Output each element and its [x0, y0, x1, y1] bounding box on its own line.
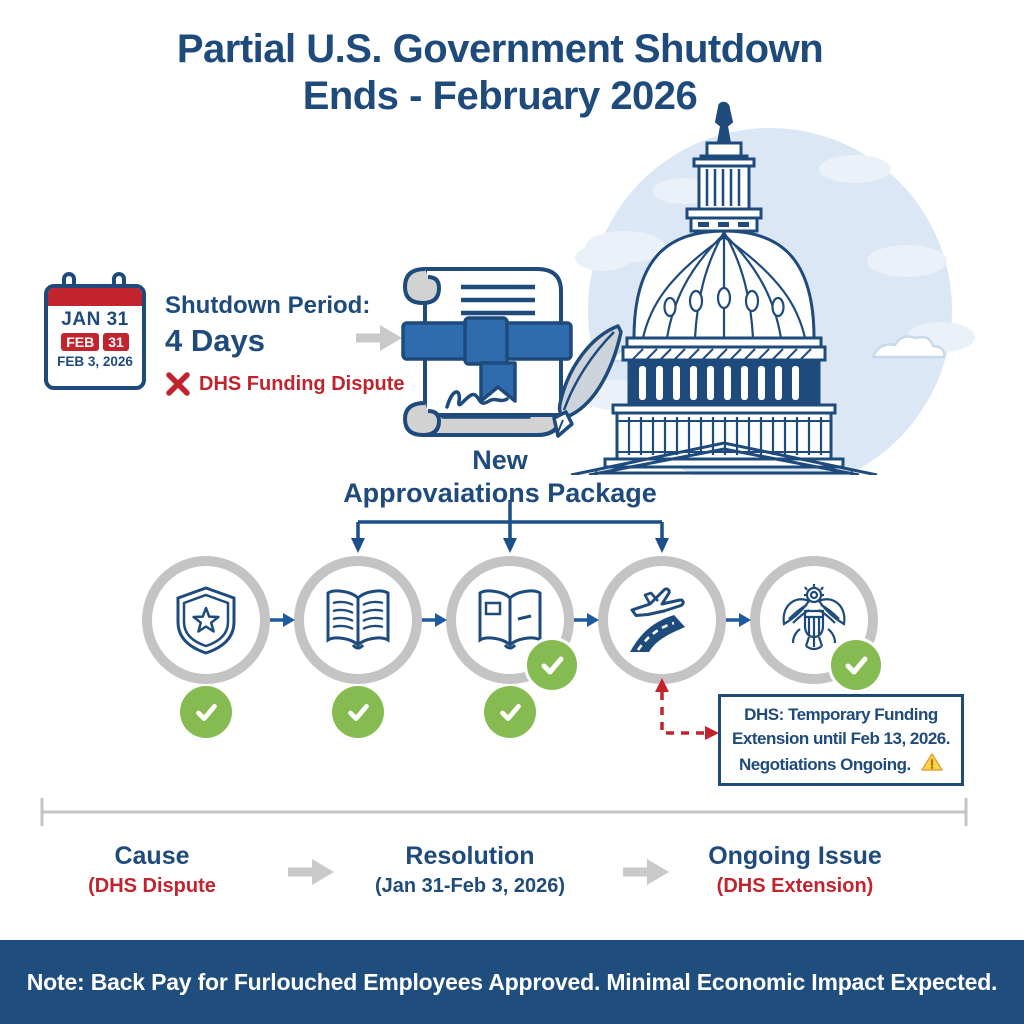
green-check-icon [332, 686, 384, 738]
timeline-step-label: Cause [114, 842, 190, 870]
calendar-header [48, 288, 142, 306]
agency-circle-defense [142, 556, 270, 684]
green-check-icon [828, 637, 884, 693]
blue-arrow-icon [572, 611, 600, 629]
agency-circle-transportation [598, 556, 726, 684]
timeline-step-resolution [350, 842, 590, 898]
package-label [250, 444, 750, 510]
dispute-row [165, 371, 425, 397]
dispute-label: DHS Funding Dispute [199, 372, 405, 395]
quill-pen-icon [540, 322, 628, 446]
calendar-badges [48, 333, 142, 351]
shutdown-period-label: Shutdown Period: [165, 292, 371, 319]
timeline-step-sublabel: (Jan 31-Feb 3, 2026) [374, 875, 566, 897]
calendar-end-date: FEB 3, 2026 [57, 354, 133, 369]
callout-line-1: DHS: Temporary Funding [744, 705, 938, 725]
timeline-axis [36, 796, 972, 830]
red-dashed-arrow-icon [645, 672, 725, 744]
blue-arrow-icon [724, 611, 752, 629]
title-line-1: Partial U.S. Government Shutdown [176, 27, 824, 71]
timeline-step-sublabel: (DHS Extension) [716, 875, 874, 897]
footer-banner [0, 940, 1024, 1024]
callout-line-3: Negotiations Ongoing. [721, 752, 961, 777]
green-check-icon [484, 686, 536, 738]
warning-triangle-icon [921, 752, 943, 772]
package-line-2: Approvaiations Package [343, 477, 657, 508]
shutdown-duration: 4 Days [165, 323, 265, 358]
timeline-step-sublabel: (DHS Dispute [88, 875, 216, 897]
calendar-icon [44, 272, 146, 392]
green-check-icon [180, 686, 232, 738]
open-book-icon [320, 582, 396, 658]
gray-arrow-icon [284, 856, 336, 888]
footer-note: Note: Back Pay for Furlouched Employees Approved. Minimal Economic Impact Expected. [26, 968, 998, 995]
dhs-callout-box [718, 694, 964, 786]
calendar-day-badge: 31 [103, 333, 129, 351]
callout-line-2: Extension until Feb 13, 2026. [732, 729, 950, 749]
timeline-step-label: Resolution [405, 842, 535, 870]
timeline-step-ongoing [675, 842, 915, 898]
blue-arrow-icon [420, 611, 448, 629]
package-line-1: New [472, 445, 528, 475]
blue-arrow-icon [268, 611, 296, 629]
agency-circle-education [294, 556, 422, 684]
green-check-icon [524, 637, 580, 693]
shutdown-period-block [165, 292, 425, 397]
calendar-month-badge: FEB [61, 333, 99, 351]
airplane-road-icon [624, 582, 700, 658]
red-x-icon [165, 371, 191, 397]
timeline-step-cause [32, 842, 272, 898]
title-line-2: Ends - February 2026 [302, 74, 698, 119]
page-title [0, 26, 1000, 120]
timeline-step-label: Ongoing Issue [708, 842, 882, 870]
calendar-start-date: JAN 31 [61, 309, 129, 330]
shield-star-icon [168, 582, 244, 658]
gray-arrow-icon [619, 856, 671, 888]
calendar-body [44, 284, 146, 390]
